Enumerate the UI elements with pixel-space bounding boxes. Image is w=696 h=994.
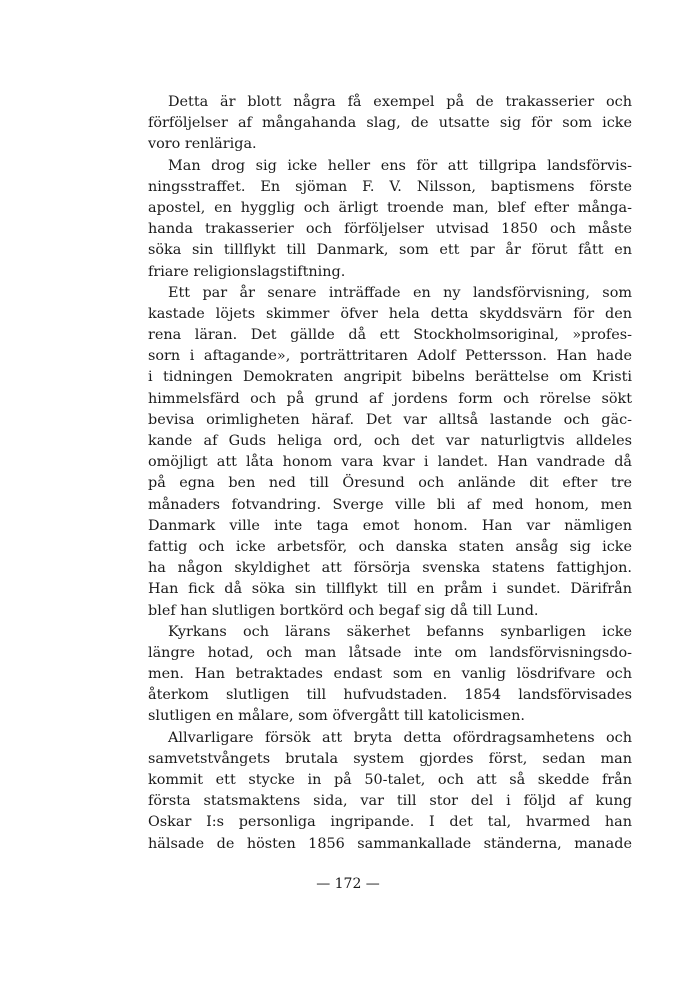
text-line: apostel, en hygglig och ärligt troende man, blef efter många- xyxy=(148,199,632,216)
text-line: ha någon skyldighet att försörja svenska statens fattighjon. xyxy=(148,560,632,577)
text-line: handa trakasserier och förföljelser utvisad 1850 och måste xyxy=(148,221,632,238)
text-line: längre hotad, och man låtsade inte om landsförvisningsdo- xyxy=(148,644,632,661)
text-line: i tidningen Demokraten angripit bibelns berättelse om Kristi xyxy=(148,369,632,386)
body-text xyxy=(148,92,632,855)
text-line: voro renläriga. xyxy=(148,136,257,153)
text-line: fattig och icke arbetsför, och danska staten ansåg sig icke xyxy=(148,538,632,555)
text-line: Danmark ville inte taga emot honom. Han var nämligen xyxy=(148,517,632,534)
text-line: hälsade de hösten 1856 sammankallade ständerna, manade xyxy=(148,835,632,852)
text-line: friare religionslagstiftning. xyxy=(148,263,346,280)
page-number: — 172 — xyxy=(316,876,380,892)
text-line: slutligen en målare, som öfvergått till katolicismen. xyxy=(148,708,526,725)
text-line: kastade löjets skimmer öfver hela detta skyddsvärn för den xyxy=(148,305,632,322)
text-line: sorn i aftagande», porträttritaren Adolf Pettersson. Han hade xyxy=(148,348,632,365)
text-line: månaders fotvandring. Sverge ville bli af med honom, men xyxy=(148,496,632,513)
text-line: ningsstraffet. En sjöman F. V. Nilsson, baptismens förste xyxy=(148,178,632,195)
text-line: på egna ben ned till Öresund och anlände dit efter tre xyxy=(148,475,632,492)
text-line: samvetstvångets brutala system gjordes först, sedan man xyxy=(148,750,632,767)
text-line: bevisa orimligheten häraf. Det var alltså lastande och gäc- xyxy=(148,411,632,428)
text-line: blef han slutligen bortkörd och begaf sig då till Lund. xyxy=(148,602,539,619)
text-line: Ett par år senare inträffade en ny landsförvisning, som xyxy=(168,284,632,301)
paragraph xyxy=(148,622,632,728)
text-line: himmelsfärd och på grund af jordens form och rörelse sökt xyxy=(148,390,632,407)
text-line: Allvarligare försök att bryta detta ofördragsamhetens och xyxy=(168,729,632,746)
paragraph xyxy=(148,156,632,283)
text-line: Kyrkans och lärans säkerhet befanns synbarligen icke xyxy=(168,623,632,640)
text-line: söka sin tillflykt till Danmark, som ett par år förut fått en xyxy=(148,242,632,259)
paragraph xyxy=(148,728,632,855)
text-line: Detta är blott några få exempel på de trakasserier och xyxy=(168,94,632,110)
text-line: Man drog sig icke heller ens för att tillgripa landsförvis- xyxy=(168,157,632,174)
text-line: första statsmaktens sida, var till stor del i följd af kung xyxy=(148,793,632,810)
paragraph xyxy=(148,92,632,156)
paragraph xyxy=(148,283,632,622)
text-line: omöjligt att låta honom vara kvar i landet. Han vandrade då xyxy=(148,454,632,471)
text-line: kande af Guds heliga ord, och det var naturligtvis alldeles xyxy=(148,433,632,449)
text-line: kommit ett stycke in på 50-talet, och att så skedde från xyxy=(148,772,632,788)
text-line: rena läran. Det gällde då ett Stockholmsoriginal, »profes- xyxy=(148,327,632,344)
text-line: Oskar I:s personliga ingripande. I det tal, hvarmed han xyxy=(148,814,632,831)
text-line: återkom slutligen till hufvudstaden. 1854 landsförvisades xyxy=(148,687,632,704)
text-line: Han fick då söka sin tillflykt till en pråm i sundet. Därifrån xyxy=(148,581,632,598)
text-line: förföljelser af mångahanda slag, de utsatte sig för som icke xyxy=(148,115,632,132)
text-line: men. Han betraktades endast som en vanlig lösdrifvare och xyxy=(148,666,632,683)
